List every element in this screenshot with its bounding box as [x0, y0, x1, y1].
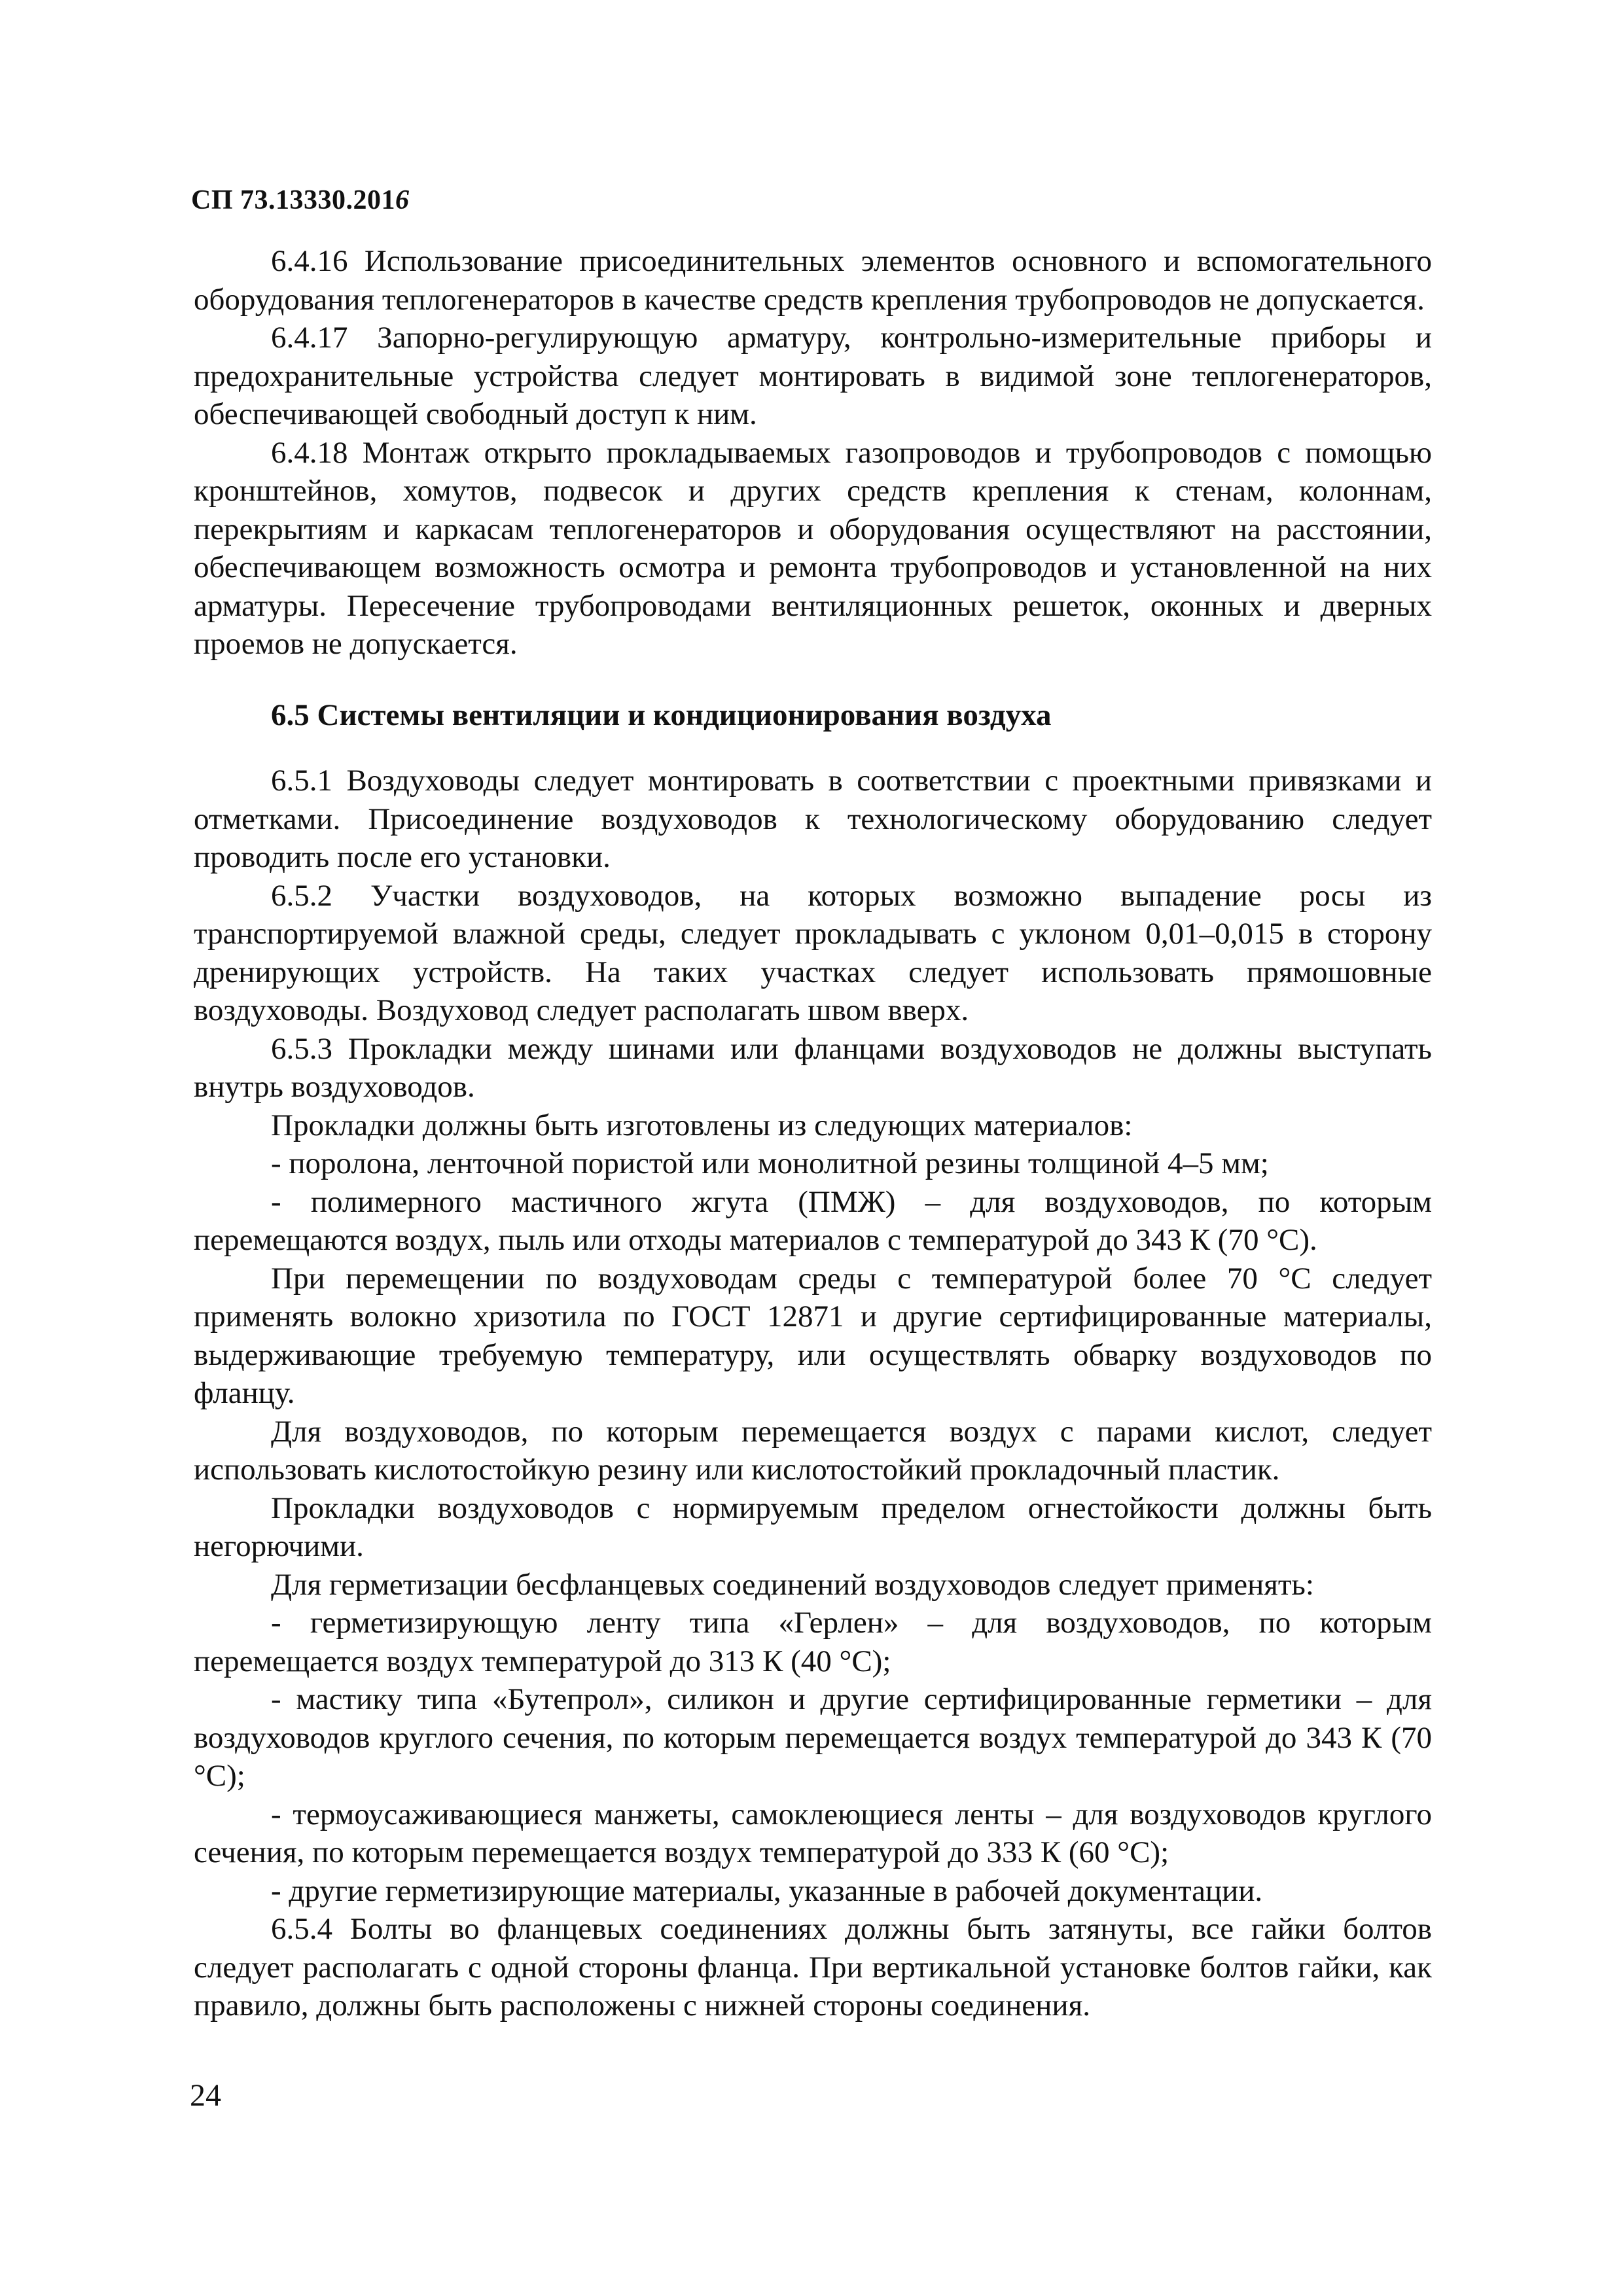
- paragraph-6-5-3: 6.5.3 Прокладки между шинами или фланцами воздуховодов не должны выступать внутрь воздуховодов.: [194, 1031, 1432, 1104]
- list-item-gerlen-tape: - герметизирующую ленту типа «Герлен» – для воздуховодов, по которым перемещается воздух температурой до 313 К (40 °С);: [194, 1606, 1432, 1678]
- page-number: 24: [190, 2078, 221, 2113]
- list-item-heat-shrink: - термоусаживающиеся манжеты, самоклеющиеся ленты – для воздуховодов круглого сечения, по которым перемещается воздух температурой до 333 К (60 °С);: [194, 1797, 1432, 1869]
- paragraph-6-4-18: 6.4.18 Монтаж открыто прокладываемых газопроводов и трубопроводов с помощью кронштейнов, хомутов, подвесок и других средств крепления к стенам, колоннам, перекрытиям и каркасам теплогенераторов и оборудования осуществляют на расстоянии, обеспечивающем возможность осмотра и ремонта трубопроводов и установленной на них арматуры. Пересечение трубопроводами вентиляционных решеток, оконных и дверных проемов не допускается.: [194, 435, 1432, 661]
- document-code: СП 73.13330.201: [191, 185, 395, 215]
- list-item-other-sealants: - другие герметизирующие материалы, указанные в рабочей документации.: [271, 1873, 1263, 1908]
- paragraph-gasket-materials-intro: Прокладки должны быть изготовлены из следующих материалов:: [271, 1108, 1133, 1142]
- list-item-buteprol-mastic: - мастику типа «Бутепрол», силикон и другие сертифицированные герметики – для воздуховодов круглого сечения, по которым перемещается воздух температурой до 343 К (70 °С);: [194, 1682, 1432, 1793]
- list-item-foam-rubber: - поролона, ленточной пористой или монолитной резины толщиной 4–5 мм;: [271, 1146, 1269, 1180]
- paragraph-6-5-2: 6.5.2 Участки воздуховодов, на которых возможно выпадение росы из транспортируемой влажной среды, следует прокладывать с уклоном 0,01–0,015 в сторону дренирующих устройств. На таких участках следует использовать прямошовные воздуховоды. Воздуховод следует располагать швом вверх.: [194, 878, 1432, 1027]
- paragraph-acid-vapors: Для воздуховодов, по которым перемещается воздух с парами кислот, следует использовать кислотостойкую резину или кислотостойкий прокладочный пластик.: [194, 1414, 1432, 1487]
- paragraph-6-4-16: 6.4.16 Использование присоединительных элементов основного и вспомогательного оборудования теплогенераторов в качестве средств крепления трубопроводов не допускается.: [194, 244, 1432, 317]
- paragraph-high-temperature: При перемещении по воздуховодам среды с температурой более 70 °С следует применять волокно хризотила по ГОСТ 12871 и другие сертифицированные материалы, выдерживающие требуемую температуру, или осуществлять обварку воздуховодов по фланцу.: [194, 1261, 1432, 1410]
- paragraph-6-5-4: 6.5.4 Болты во фланцевых соединениях должны быть затянуты, все гайки болтов следует располагать с одной стороны фланца. При вертикальной установке болтов гайки, как правило, должны быть расположены с нижней стороны соединения.: [194, 1912, 1432, 2022]
- page-body: [194, 242, 1432, 2025]
- list-item-pmzh: - полимерного мастичного жгута (ПМЖ) – для воздуховодов, по которым перемещаются воздух, пыль или отходы материалов с температурой до 343 К (70 °С).: [194, 1184, 1432, 1257]
- document-code-header: [191, 185, 410, 216]
- paragraph-6-5-1: 6.5.1 Воздуховоды следует монтировать в соответствии с проектными привязками и отметками. Присоединение воздуховодов к технологическому оборудованию следует проводить после его установки.: [194, 764, 1432, 874]
- paragraph-sealing-intro: Для герметизации бесфланцевых соединений воздуховодов следует применять:: [271, 1567, 1314, 1602]
- paragraph-fire-resistance: Прокладки воздуховодов с нормируемым пределом огнестойкости должны быть негорючими.: [194, 1491, 1432, 1563]
- document-year-suffix: 6: [395, 185, 410, 215]
- section-heading-6-5: 6.5 Системы вентиляции и кондиционирования воздуха: [271, 698, 1052, 732]
- paragraph-6-4-17: 6.4.17 Запорно-регулирующую арматуру, контрольно-измерительные приборы и предохранительные устройства следует монтировать в видимой зоне теплогенераторов, обеспечивающей свободный доступ к ним.: [194, 321, 1432, 431]
